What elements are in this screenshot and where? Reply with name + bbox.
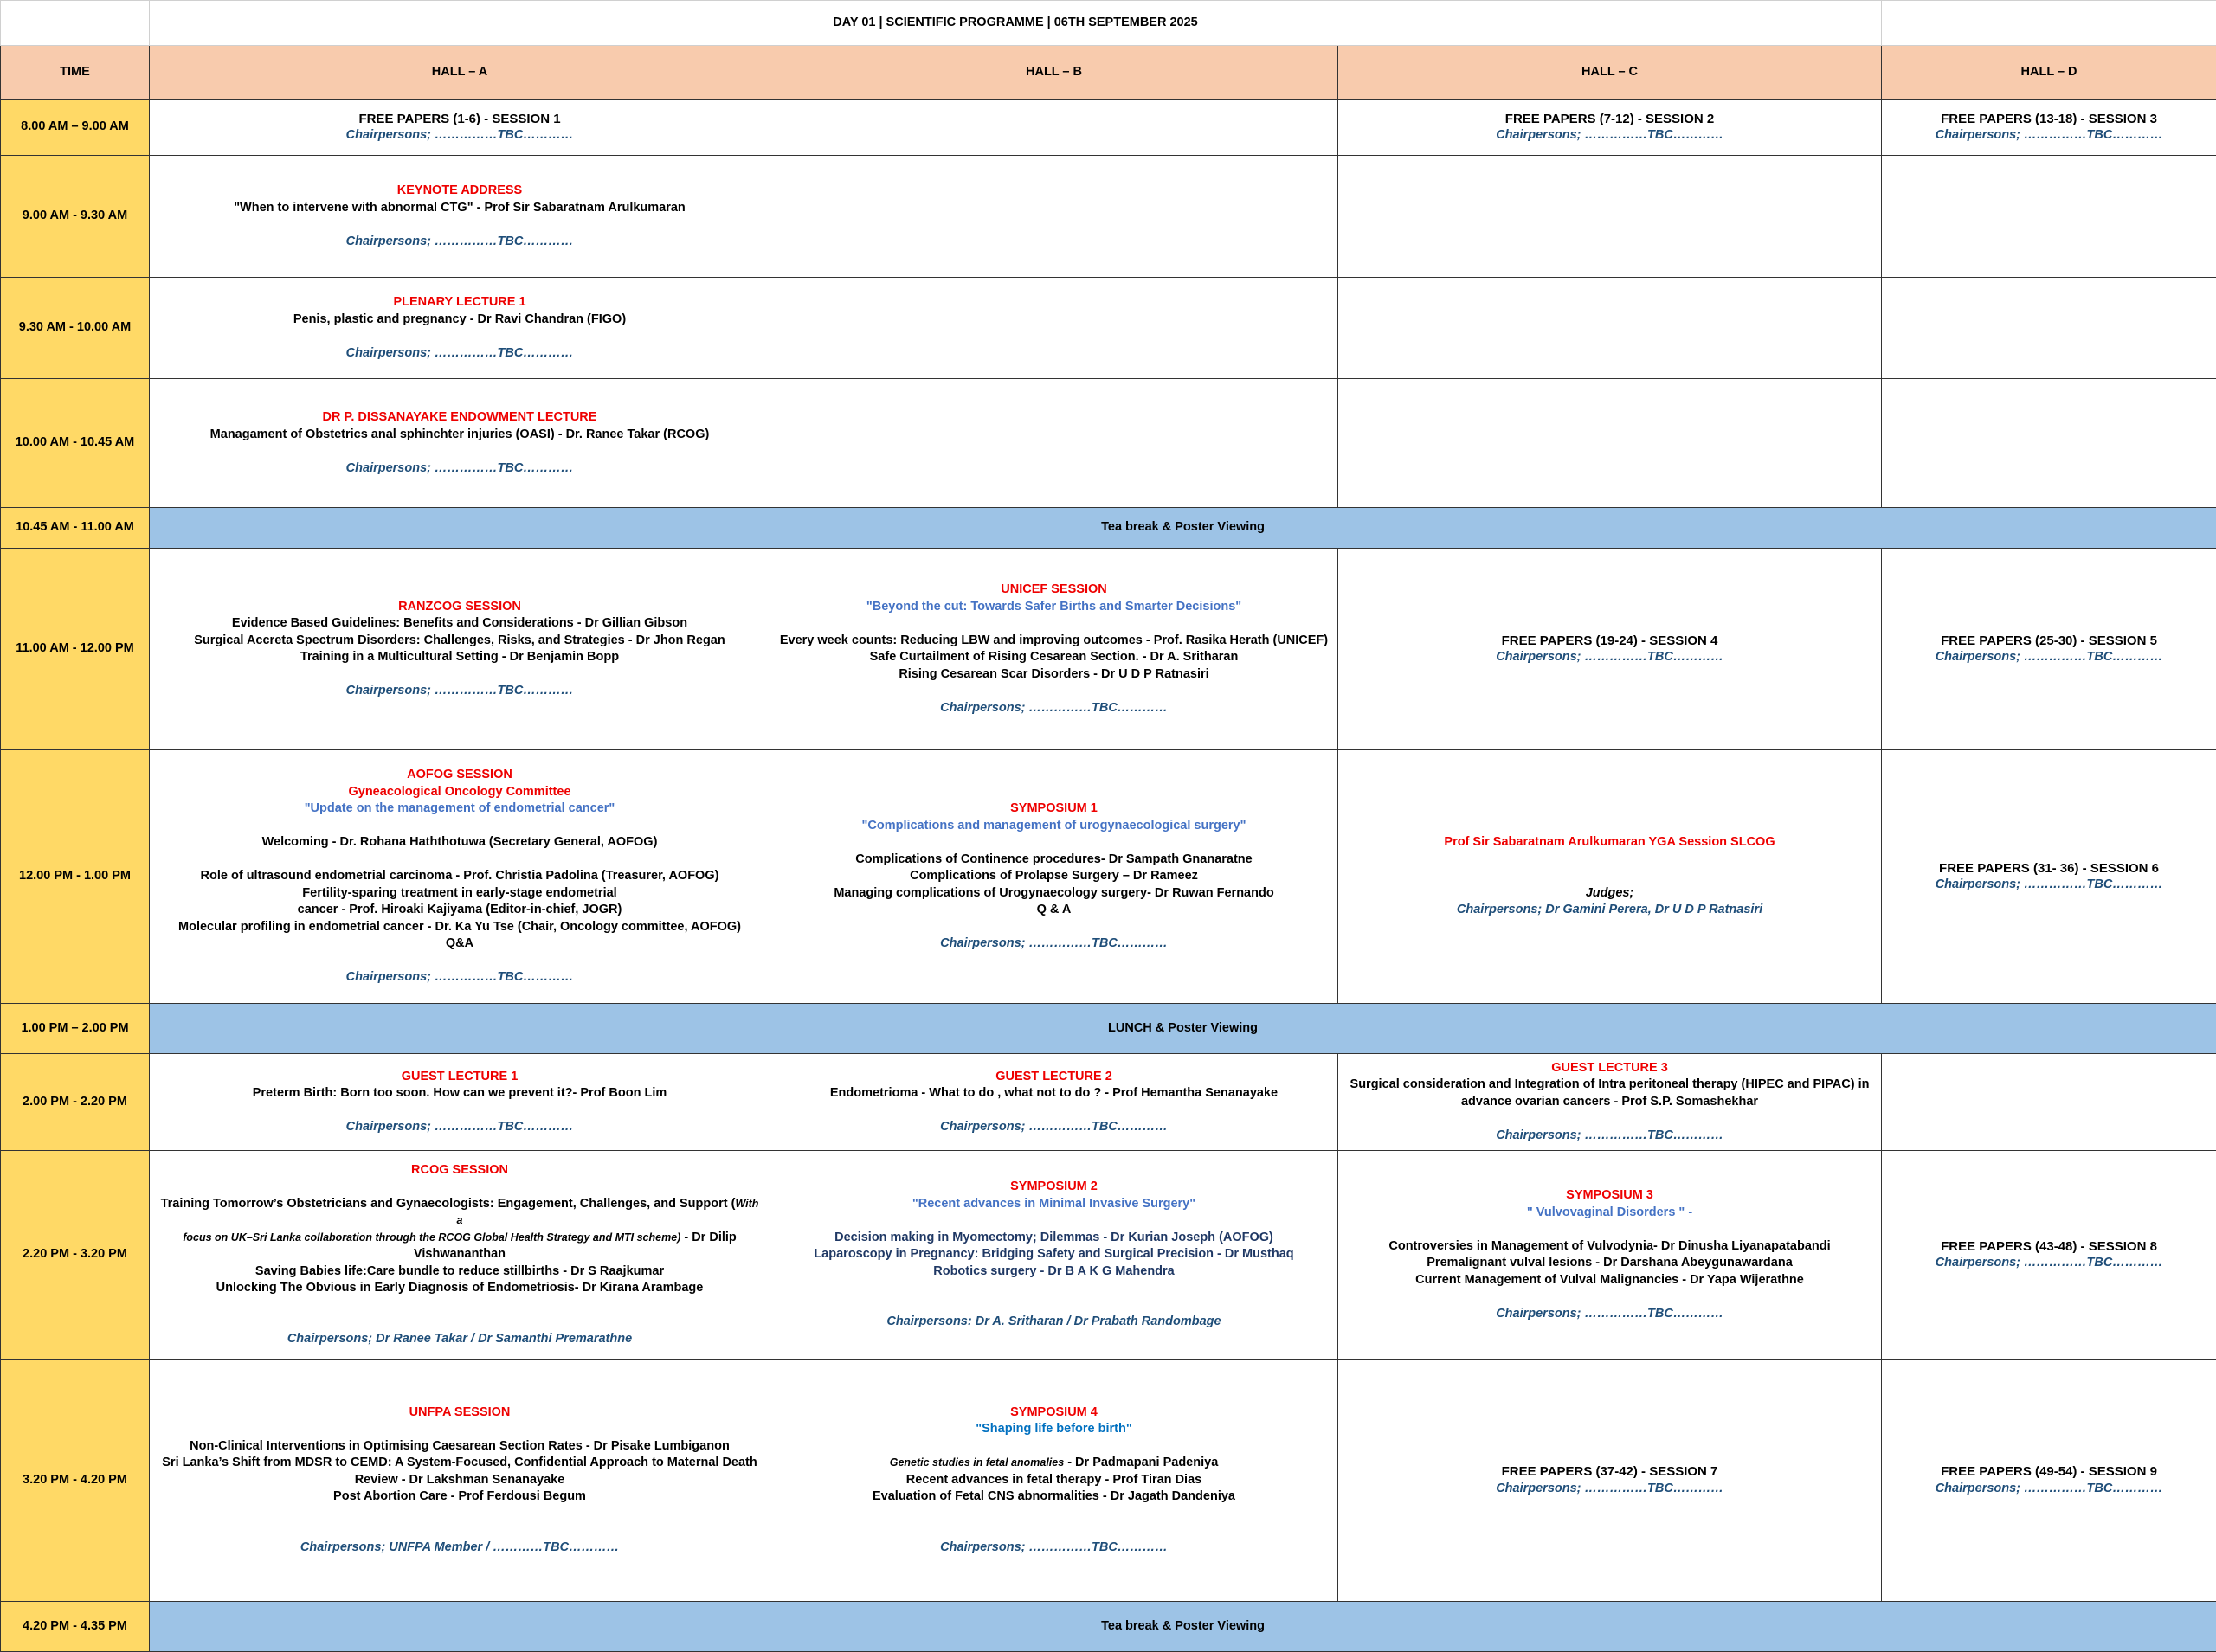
time-slot: 10.45 AM - 11.00 AM bbox=[1, 508, 150, 549]
time-slot: 10.00 AM - 10.45 AM bbox=[1, 379, 150, 508]
lunch-banner: LUNCH & Poster Viewing bbox=[150, 1004, 2216, 1054]
session-cell bbox=[150, 549, 770, 750]
session-title: FREE PAPERS (19-24) - SESSION 4 bbox=[1347, 633, 1872, 650]
chairpersons: Chairpersons; ……………TBC………… bbox=[1347, 1306, 1872, 1323]
chairpersons: Chairpersons; ……………TBC………… bbox=[158, 683, 761, 700]
chairpersons: Chairpersons; ……………TBC………… bbox=[1891, 877, 2207, 894]
session-title: Prof Sir Sabaratnam Arulkumaran YGA Session SLCOG bbox=[1347, 834, 1872, 852]
session-cell bbox=[150, 278, 770, 379]
spacer bbox=[158, 1102, 761, 1120]
talk: Non-Clinical Interventions in Optimising Caesarean Section Rates - Dr Pisake Lumbiganon bbox=[158, 1438, 761, 1456]
session-title: AOFOG SESSION bbox=[158, 767, 761, 784]
spacer bbox=[158, 1297, 761, 1315]
spacer bbox=[1347, 852, 1872, 869]
talk: Sri Lanka’s Shift from MDSR to CEMD: A System-Focused, Confidential Approach to Maternal Death bbox=[158, 1455, 761, 1472]
talk: Complications of Prolapse Surgery – Dr Rameez bbox=[779, 868, 1329, 885]
talk: Evaluation of Fetal CNS abnormalities - Dr Jagath Dandeniya bbox=[779, 1488, 1329, 1506]
time-slot: 4.20 PM - 4.35 PM bbox=[1, 1602, 150, 1652]
chairpersons: Chairpersons; ……………TBC………… bbox=[779, 700, 1329, 717]
session-cell bbox=[150, 1054, 770, 1151]
time-slot: 12.00 PM - 1.00 PM bbox=[1, 750, 150, 1004]
talk: Training in a Multicultural Setting - Dr Benjamin Bopp bbox=[158, 649, 761, 666]
spacer bbox=[158, 1506, 761, 1523]
spacer bbox=[779, 1522, 1329, 1540]
empty-cell bbox=[1338, 156, 1882, 278]
spacer bbox=[1347, 1289, 1872, 1306]
spacer bbox=[158, 818, 761, 835]
session-title: FREE PAPERS (25-30) - SESSION 5 bbox=[1891, 633, 2207, 650]
spacer bbox=[1347, 1110, 1872, 1128]
session-cell bbox=[1338, 750, 1882, 1004]
session-title: UNICEF SESSION bbox=[779, 582, 1329, 599]
spacer bbox=[779, 1212, 1329, 1230]
talk: Current Management of Vulval Malignancies - Dr Yapa Wijerathne bbox=[1347, 1272, 1872, 1289]
spacer bbox=[779, 683, 1329, 700]
talk-text: - Dr Dilip bbox=[680, 1231, 736, 1244]
session-title: SYMPOSIUM 2 bbox=[779, 1179, 1329, 1196]
session-cell bbox=[770, 1054, 1338, 1151]
spacer bbox=[779, 834, 1329, 852]
spacer bbox=[158, 1314, 761, 1331]
session-title: PLENARY LECTURE 1 bbox=[158, 294, 761, 312]
session-cell bbox=[1338, 1360, 1882, 1602]
talk: Every week counts: Reducing LBW and improving outcomes - Prof. Rasika Herath (UNICEF) bbox=[779, 633, 1329, 650]
chairpersons: Chairpersons; ……………TBC………… bbox=[158, 460, 761, 478]
session-cell bbox=[1338, 100, 1882, 156]
empty-cell bbox=[1338, 379, 1882, 508]
session-cell bbox=[150, 379, 770, 508]
chairpersons: Chairpersons; ……………TBC………… bbox=[158, 127, 761, 145]
spacer bbox=[1347, 1221, 1872, 1238]
session-title-committee: Gyneacological Oncology Committee bbox=[158, 784, 761, 801]
spacer bbox=[158, 1421, 761, 1438]
tea-break-banner: Tea break & Poster Viewing bbox=[150, 1602, 2216, 1652]
chairpersons: Chairpersons; ……………TBC………… bbox=[1347, 127, 1872, 145]
spacer bbox=[779, 1438, 1329, 1456]
session-subtitle: "Recent advances in Minimal Invasive Surgery" bbox=[779, 1196, 1329, 1213]
session-title: FREE PAPERS (37-42) - SESSION 7 bbox=[1347, 1463, 1872, 1481]
session-title: FREE PAPERS (1-6) - SESSION 1 bbox=[158, 111, 761, 128]
talk: Managament of Obstetrics anal sphinchter injuries (OASI) - Dr. Ranee Takar (RCOG) bbox=[158, 427, 761, 444]
chairpersons: Chairpersons; UNFPA Member / …………TBC………… bbox=[158, 1540, 761, 1557]
talk: Role of ultrasound endometrial carcinoma - Prof. Christia Padolina (Treasurer, AOFOG) bbox=[158, 868, 761, 885]
session-cell bbox=[1338, 1054, 1882, 1151]
talk-text: Training Tomorrow’s Obstetricians and Gynaecologists: Engagement, Challenges, and Support ( bbox=[161, 1197, 736, 1211]
empty-cell bbox=[770, 156, 1338, 278]
spacer bbox=[779, 919, 1329, 936]
session-cell bbox=[1338, 1151, 1882, 1360]
session-cell bbox=[150, 1151, 770, 1360]
spacer bbox=[158, 443, 761, 460]
header-time: TIME bbox=[1, 46, 150, 100]
title-blank-right bbox=[1882, 1, 2216, 46]
time-slot: 2.00 PM - 2.20 PM bbox=[1, 1054, 150, 1151]
talk: Vishwananthan bbox=[158, 1246, 761, 1263]
talk: Premalignant vulval lesions - Dr Darshana Abeygunawardana bbox=[1347, 1255, 1872, 1272]
page-title: DAY 01 | SCIENTIFIC PROGRAMME | 06TH SEPTEMBER 2025 bbox=[150, 1, 1882, 46]
spacer bbox=[779, 615, 1329, 633]
time-slot: 9.00 AM - 9.30 AM bbox=[1, 156, 150, 278]
session-subtitle: "Complications and management of urogynaecological surgery" bbox=[779, 818, 1329, 835]
session-cell bbox=[1882, 1360, 2216, 1602]
talk: Decision making in Myomectomy; Dilemmas - Dr Kurian Joseph (AOFOG) bbox=[779, 1230, 1329, 1247]
session-title: FREE PAPERS (49-54) - SESSION 9 bbox=[1891, 1463, 2207, 1481]
session-title: RANZCOG SESSION bbox=[158, 599, 761, 616]
talk bbox=[158, 1196, 761, 1230]
spacer bbox=[158, 666, 761, 684]
session-subtitle: "Shaping life before birth" bbox=[779, 1421, 1329, 1438]
session-title: UNFPA SESSION bbox=[158, 1405, 761, 1422]
session-cell bbox=[150, 156, 770, 278]
empty-cell bbox=[1882, 1054, 2216, 1151]
talk: Surgical consideration and Integration of Intra peritoneal therapy (HIPEC and PIPAC) in bbox=[1347, 1077, 1872, 1094]
session-cell bbox=[770, 750, 1338, 1004]
talk: Welcoming - Dr. Rohana Haththotuwa (Secretary General, AOFOG) bbox=[158, 834, 761, 852]
header-hall-a: HALL – A bbox=[150, 46, 770, 100]
time-slot: 2.20 PM - 3.20 PM bbox=[1, 1151, 150, 1360]
talk: Safe Curtailment of Rising Cesarean Section. - Dr A. Sritharan bbox=[779, 649, 1329, 666]
header-hall-d: HALL – D bbox=[1882, 46, 2216, 100]
empty-cell bbox=[1882, 379, 2216, 508]
spacer bbox=[158, 953, 761, 970]
talk: Post Abortion Care - Prof Ferdousi Begum bbox=[158, 1488, 761, 1506]
talk: Surgical Accreta Spectrum Disorders: Challenges, Risks, and Strategies - Dr Jhon Regan bbox=[158, 633, 761, 650]
chairpersons: Chairpersons; ……………TBC………… bbox=[158, 969, 761, 987]
empty-cell bbox=[1338, 278, 1882, 379]
talk-text: - Dr Padmapani Padeniya bbox=[1064, 1456, 1218, 1469]
chairpersons: Chairpersons; ……………TBC………… bbox=[1891, 1481, 2207, 1498]
session-cell bbox=[770, 1360, 1338, 1602]
session-title: SYMPOSIUM 4 bbox=[779, 1405, 1329, 1422]
session-title: GUEST LECTURE 1 bbox=[158, 1069, 761, 1086]
talk: Review - Dr Lakshman Senanayake bbox=[158, 1472, 761, 1489]
session-title: RCOG SESSION bbox=[158, 1162, 761, 1180]
judges-label: Judges; bbox=[1347, 885, 1872, 903]
talk: Endometrioma - What to do , what not to do ? - Prof Hemantha Senanayake bbox=[779, 1085, 1329, 1102]
session-cell bbox=[1338, 549, 1882, 750]
chairpersons: Chairpersons; ……………TBC………… bbox=[779, 935, 1329, 953]
talk: cancer - Prof. Hiroaki Kajiyama (Editor-in-chief, JOGR) bbox=[158, 902, 761, 919]
chairpersons: Chairpersons; ……………TBC………… bbox=[779, 1119, 1329, 1136]
empty-cell bbox=[770, 379, 1338, 508]
talk-note: focus on UK–Sri Lanka collaboration through the RCOG Global Health Strategy and MTI scheme) bbox=[183, 1231, 680, 1244]
chairpersons: Chairpersons; ……………TBC………… bbox=[158, 234, 761, 251]
talk: Evidence Based Guidelines: Benefits and Considerations - Dr Gillian Gibson bbox=[158, 615, 761, 633]
spacer bbox=[158, 852, 761, 869]
header-hall-c: HALL – C bbox=[1338, 46, 1882, 100]
empty-cell bbox=[770, 278, 1338, 379]
talk: Managing complications of Urogynaecology surgery- Dr Ruwan Fernando bbox=[779, 885, 1329, 903]
session-title: FREE PAPERS (43-48) - SESSION 8 bbox=[1891, 1238, 2207, 1256]
chairpersons: Chairpersons; ……………TBC………… bbox=[158, 345, 761, 363]
talk: Robotics surgery - Dr B A K G Mahendra bbox=[779, 1263, 1329, 1281]
session-subtitle: "Beyond the cut: Towards Safer Births and Smarter Decisions" bbox=[779, 599, 1329, 616]
empty-cell bbox=[770, 100, 1338, 156]
session-title: FREE PAPERS (7-12) - SESSION 2 bbox=[1347, 111, 1872, 128]
talk bbox=[779, 1455, 1329, 1472]
empty-cell bbox=[1882, 278, 2216, 379]
spacer bbox=[779, 1102, 1329, 1120]
chairpersons: Chairpersons; ……………TBC………… bbox=[1891, 127, 2207, 145]
session-cell bbox=[1882, 750, 2216, 1004]
chairpersons: Chairpersons; ……………TBC………… bbox=[1347, 1128, 1872, 1145]
spacer bbox=[158, 216, 761, 234]
session-title: SYMPOSIUM 3 bbox=[1347, 1187, 1872, 1205]
tea-break-banner: Tea break & Poster Viewing bbox=[150, 508, 2216, 549]
session-title: SYMPOSIUM 1 bbox=[779, 800, 1329, 818]
chairpersons: Chairpersons; ……………TBC………… bbox=[158, 1119, 761, 1136]
header-hall-b: HALL – B bbox=[770, 46, 1338, 100]
talk: Molecular profiling in endometrial cancer - Dr. Ka Yu Tse (Chair, Oncology committee, AOFOG) bbox=[158, 919, 761, 936]
time-slot: 8.00 AM – 9.00 AM bbox=[1, 100, 150, 156]
talk: Saving Babies life:Care bundle to reduce stillbirths - Dr S Raajkumar bbox=[158, 1263, 761, 1281]
talk: Fertility-sparing treatment in early-stage endometrial bbox=[158, 885, 761, 903]
talk: Laparoscopy in Pregnancy: Bridging Safety and Surgical Precision - Dr Musthaq bbox=[779, 1246, 1329, 1263]
spacer bbox=[779, 1506, 1329, 1523]
chairpersons: Chairpersons: Dr A. Sritharan / Dr Prabath Randombage bbox=[779, 1314, 1329, 1331]
session-title: DR P. DISSANAYAKE ENDOWMENT LECTURE bbox=[158, 409, 761, 427]
chairpersons: Chairpersons; ……………TBC………… bbox=[1347, 1481, 1872, 1498]
session-title: GUEST LECTURE 3 bbox=[1347, 1060, 1872, 1077]
spacer bbox=[158, 1522, 761, 1540]
session-cell bbox=[770, 549, 1338, 750]
chairpersons: Chairpersons; ……………TBC………… bbox=[779, 1540, 1329, 1557]
session-subtitle: " Vulvovaginal Disorders " - bbox=[1347, 1205, 1872, 1222]
session-cell bbox=[1882, 549, 2216, 750]
time-slot: 1.00 PM – 2.00 PM bbox=[1, 1004, 150, 1054]
talk: Q & A bbox=[779, 902, 1329, 919]
spacer bbox=[779, 1280, 1329, 1297]
spacer bbox=[158, 328, 761, 345]
talk-note: With a bbox=[457, 1198, 759, 1227]
talk: "When to intervene with abnormal CTG" - Prof Sir Sabaratnam Arulkumaran bbox=[158, 200, 761, 217]
chairpersons: Chairpersons; Dr Ranee Takar / Dr Samanthi Premarathne bbox=[158, 1331, 761, 1348]
talk-note: Genetic studies in fetal anomalies bbox=[890, 1456, 1064, 1469]
time-slot: 3.20 PM - 4.20 PM bbox=[1, 1360, 150, 1602]
chairpersons: Chairpersons; ……………TBC………… bbox=[1347, 649, 1872, 666]
session-title: FREE PAPERS (13-18) - SESSION 3 bbox=[1891, 111, 2207, 128]
time-slot: 9.30 AM - 10.00 AM bbox=[1, 278, 150, 379]
spacer bbox=[1347, 868, 1872, 885]
time-slot: 11.00 AM - 12.00 PM bbox=[1, 549, 150, 750]
session-title: FREE PAPERS (31- 36) - SESSION 6 bbox=[1891, 860, 2207, 877]
chairpersons: Chairpersons; Dr Gamini Perera, Dr U D P Ratnasiri bbox=[1347, 902, 1872, 919]
session-cell bbox=[770, 1151, 1338, 1360]
session-cell bbox=[150, 750, 770, 1004]
talk: Rising Cesarean Scar Disorders - Dr U D P Ratnasiri bbox=[779, 666, 1329, 684]
session-cell bbox=[150, 1360, 770, 1602]
talk: Controversies in Management of Vulvodynia- Dr Dinusha Liyanapatabandi bbox=[1347, 1238, 1872, 1256]
session-cell bbox=[1882, 1151, 2216, 1360]
session-cell bbox=[1882, 100, 2216, 156]
talk: Q&A bbox=[158, 935, 761, 953]
chairpersons: Chairpersons; ……………TBC………… bbox=[1891, 649, 2207, 666]
session-title: KEYNOTE ADDRESS bbox=[158, 183, 761, 200]
empty-cell bbox=[1882, 156, 2216, 278]
chairpersons: Chairpersons; ……………TBC………… bbox=[1891, 1255, 2207, 1272]
talk: Unlocking The Obvious in Early Diagnosis of Endometriosis- Dr Kirana Arambage bbox=[158, 1280, 761, 1297]
session-title: GUEST LECTURE 2 bbox=[779, 1069, 1329, 1086]
talk: Recent advances in fetal therapy - Prof Tiran Dias bbox=[779, 1472, 1329, 1489]
session-cell bbox=[150, 100, 770, 156]
talk: Preterm Birth: Born too soon. How can we prevent it?- Prof Boon Lim bbox=[158, 1085, 761, 1102]
spacer bbox=[779, 1297, 1329, 1315]
talk: Penis, plastic and pregnancy - Dr Ravi Chandran (FIGO) bbox=[158, 312, 761, 329]
session-subtitle: "Update on the management of endometrial cancer" bbox=[158, 800, 761, 818]
talk: Complications of Continence procedures- Dr Sampath Gnanaratne bbox=[779, 852, 1329, 869]
spacer bbox=[158, 1179, 761, 1196]
title-blank-left bbox=[1, 1, 150, 46]
talk: advance ovarian cancers - Prof S.P. Somashekhar bbox=[1347, 1094, 1872, 1111]
talk bbox=[158, 1230, 761, 1247]
